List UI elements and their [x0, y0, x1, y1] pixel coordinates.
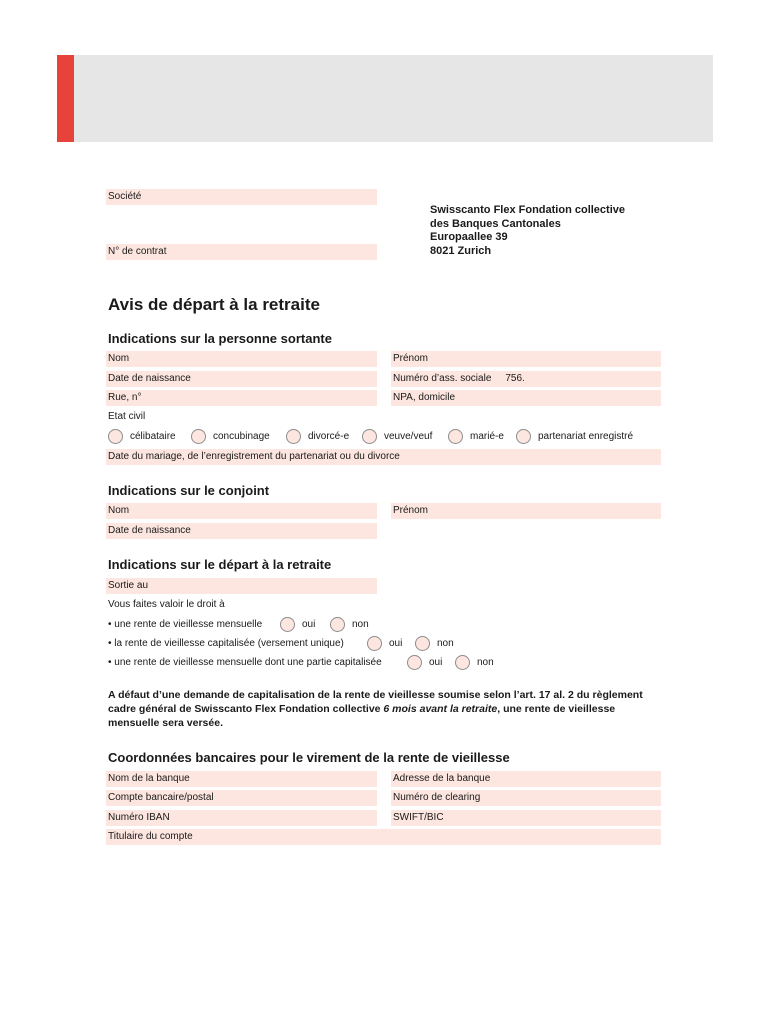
mariage-date-label: Date du mariage, de l’enregistrement du partenariat ou du divorce: [108, 451, 400, 462]
person-numero-label: Numéro d’ass. sociale: [393, 373, 492, 384]
person-rue-label: Rue, n°: [108, 392, 142, 403]
notice-part-2: , une rente de vieillesse mensuelle sera versée.: [108, 703, 616, 729]
bank-titulaire-label: Titulaire du compte: [108, 831, 193, 842]
q1-oui-label: oui: [302, 619, 316, 630]
person-naissance-field[interactable]: [106, 371, 377, 387]
bank-adresse-label: Adresse de la banque: [393, 773, 491, 784]
mariage-date-field[interactable]: [106, 449, 661, 465]
spouse-heading: Indications sur le conjoint: [108, 483, 270, 498]
bank-compte-label: Compte bancaire/postal: [108, 792, 214, 803]
contrat-label: N° de contrat: [108, 246, 167, 257]
bank-titulaire-field[interactable]: [106, 829, 661, 845]
person-rue-field[interactable]: [106, 390, 377, 406]
societe-label: Société: [108, 191, 142, 202]
person-numero-prefix: 756.: [505, 373, 525, 384]
address-line-4: 8021 Zurich: [430, 244, 492, 257]
person-nom-label: Nom: [108, 353, 130, 364]
bank-heading: Coordonnées bancaires pour le virement de la rente de vieillesse: [108, 750, 510, 765]
address-line-2: des Banques Cantonales: [430, 217, 561, 230]
person-prenom-label: Prénom: [393, 353, 429, 364]
droit-label: Vous faites valoir le droit à: [108, 599, 225, 610]
person-naissance-label: Date de naissance: [108, 373, 191, 384]
option-partenariat-label: partenariat enregistré: [538, 431, 634, 442]
form-title: Avis de départ à la retraite: [108, 295, 320, 314]
spouse-nom-label: Nom: [108, 505, 130, 516]
q3-non-label: non: [477, 657, 494, 668]
sortie-label: Sortie au: [108, 580, 149, 591]
q2-oui-radio[interactable]: [367, 636, 382, 651]
notice-emphasis: 6 mois avant la retraite: [383, 703, 498, 715]
option-celibataire-label: célibataire: [130, 431, 176, 442]
person-npa-label: NPA, domicile: [393, 392, 456, 403]
option-concubinage-label: concubinage: [213, 431, 270, 442]
q2-non-label: non: [437, 638, 454, 649]
q3-label: • une rente de vieillesse mensuelle dont une partie capitalisée: [108, 657, 382, 668]
address-line-1: Swisscanto Flex Fondation collective: [430, 204, 625, 216]
spouse-naissance-field[interactable]: [106, 523, 377, 539]
person-nom-field[interactable]: [106, 351, 377, 367]
societe-field[interactable]: [106, 189, 377, 205]
header-banner: [57, 55, 713, 142]
header-accent-bar: [57, 55, 74, 142]
bank-swift-label: SWIFT/BIC: [393, 812, 444, 823]
spouse-naissance-label: Date de naissance: [108, 525, 191, 536]
recipient-address: [430, 204, 625, 258]
bank-adresse-field[interactable]: [391, 771, 661, 787]
bank-nom-label: Nom de la banque: [108, 773, 190, 784]
q1-non-label: non: [352, 619, 369, 630]
q1-label: • une rente de vieillesse mensuelle: [108, 619, 263, 630]
option-marie-label: marié-e: [470, 431, 504, 442]
bank-clearing-label: Numéro de clearing: [393, 792, 481, 803]
radio-divorce[interactable]: [286, 429, 301, 444]
bank-compte-field[interactable]: [106, 790, 377, 806]
option-divorce-label: divorcé-e: [308, 431, 350, 442]
person-npa-field[interactable]: [391, 390, 661, 406]
radio-marie[interactable]: [448, 429, 463, 444]
q1-oui-radio[interactable]: [280, 617, 295, 632]
q2-oui-label: oui: [389, 638, 403, 649]
bank-iban-field[interactable]: [106, 810, 377, 826]
q3-oui-radio[interactable]: [407, 655, 422, 670]
q1-non-radio[interactable]: [330, 617, 345, 632]
radio-celibataire[interactable]: [108, 429, 123, 444]
retirement-heading: Indications sur le départ à la retraite: [108, 557, 332, 572]
q2-non-radio[interactable]: [415, 636, 430, 651]
spouse-prenom-field[interactable]: [391, 503, 661, 519]
person-heading: Indications sur la personne sortante: [108, 331, 332, 346]
contrat-field[interactable]: [106, 244, 377, 260]
q3-non-radio[interactable]: [455, 655, 470, 670]
person-prenom-field[interactable]: [391, 351, 661, 367]
q2-label: • la rente de vieillesse capitalisée (versement unique): [108, 638, 344, 649]
person-numero-field[interactable]: [391, 371, 661, 387]
capitalisation-notice: [108, 688, 668, 730]
bank-swift-field[interactable]: [391, 810, 661, 826]
bank-clearing-field[interactable]: [391, 790, 661, 806]
bank-iban-label: Numéro IBAN: [108, 812, 170, 823]
radio-partenariat[interactable]: [516, 429, 531, 444]
notice-part-1: A défaut d’une demande de capitalisation de la rente de vieillesse soumise selon l’art. 17 al. 2 du règlement cadre général de Swisscanto Flex Fondation collective: [108, 689, 643, 715]
radio-concubinage[interactable]: [191, 429, 206, 444]
spouse-prenom-label: Prénom: [393, 505, 429, 516]
option-veuf-label: veuve/veuf: [384, 431, 433, 442]
spouse-nom-field[interactable]: [106, 503, 377, 519]
q3-oui-label: oui: [429, 657, 443, 668]
etat-civil-label: Etat civil: [108, 411, 146, 422]
bank-nom-field[interactable]: [106, 771, 377, 787]
sortie-field[interactable]: [106, 578, 377, 594]
radio-veuf[interactable]: [362, 429, 377, 444]
address-line-3: Europaallee 39: [430, 231, 508, 243]
